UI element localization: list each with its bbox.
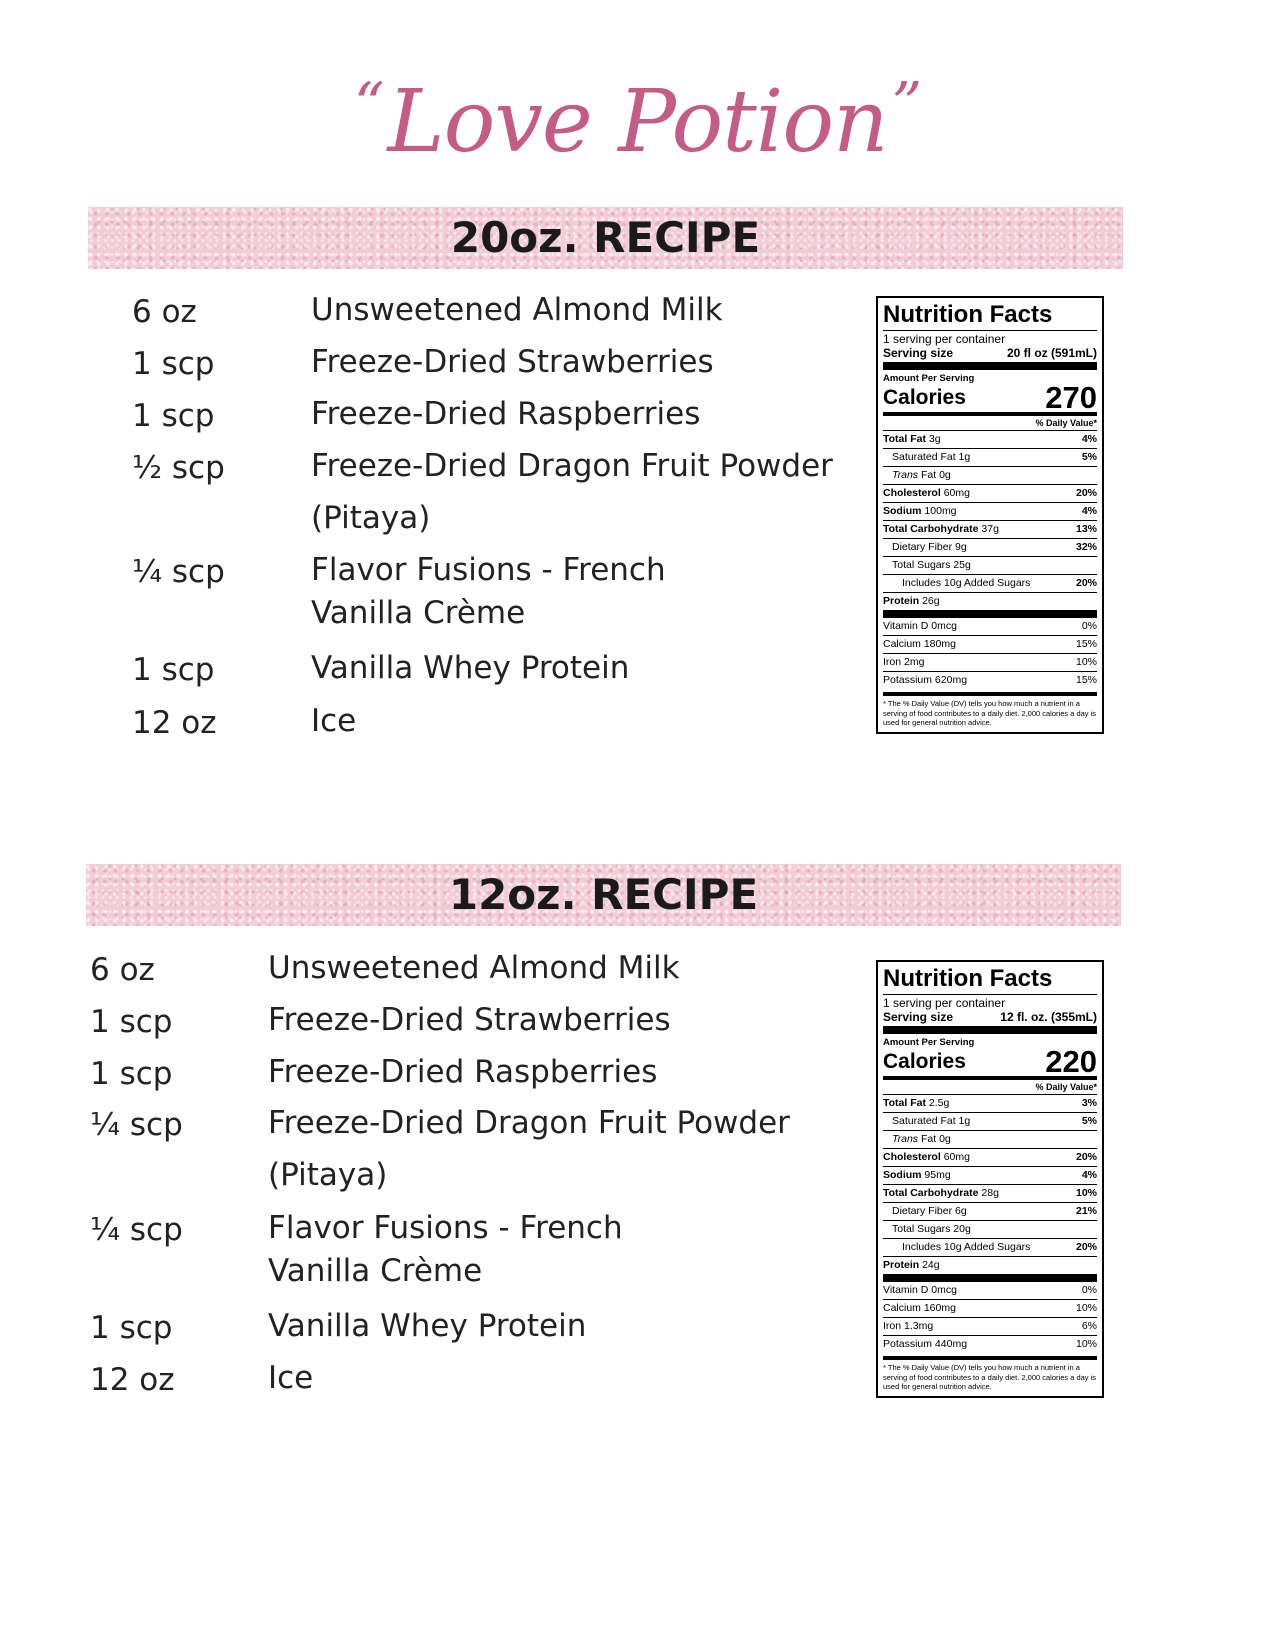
protein-label: Protein	[883, 1259, 920, 1271]
ingredient: Freeze-Dried Strawberries	[268, 1002, 671, 1038]
calcium: Calcium 180mg	[883, 638, 956, 650]
amount-per-serving: Amount Per Serving	[883, 1037, 975, 1048]
carbohydrate-label: Total Carbohydrate	[883, 523, 979, 535]
protein-value: 24g	[922, 1259, 940, 1271]
saturated-fat-row	[883, 449, 1097, 467]
dietary-fiber-dv: 32%	[1075, 541, 1097, 553]
iron-row	[883, 1318, 1097, 1336]
sodium-row	[883, 503, 1097, 521]
amount: ¼ scp	[90, 1107, 183, 1143]
total-fat-row	[883, 1095, 1097, 1113]
dietary-fiber: Dietary Fiber 6g	[892, 1205, 967, 1217]
total-fat-dv: 3%	[1081, 1097, 1097, 1109]
protein-row	[883, 593, 1097, 610]
carbohydrate-label: Total Carbohydrate	[883, 1187, 979, 1199]
calcium-row	[883, 636, 1097, 654]
serving-size	[883, 1010, 1097, 1024]
ingredient: Flavor Fusions - French	[311, 552, 666, 588]
total-fat-label: Total Fat	[883, 1097, 926, 1109]
calories-label: Calories	[883, 386, 966, 409]
ingredient: Freeze-Dried Raspberries	[268, 1054, 658, 1090]
sodium-value: 95mg	[924, 1169, 951, 1181]
amount: ¼ scp	[132, 554, 225, 590]
serving-size	[883, 346, 1097, 360]
potassium: Potassium 620mg	[883, 674, 968, 686]
ingredient: Vanilla Whey Protein	[311, 650, 630, 686]
saturated-fat-dv: 5%	[1081, 451, 1097, 463]
amount: 6 oz	[90, 952, 155, 988]
recipe-heading: 20oz. RECIPE	[450, 213, 761, 262]
iron: Iron 2mg	[883, 656, 925, 668]
added-sugars-dv: 20%	[1075, 577, 1097, 589]
cholesterol-label: Cholesterol	[883, 487, 941, 499]
calories	[883, 380, 1097, 415]
iron: Iron 1.3mg	[883, 1320, 934, 1332]
sodium-dv: 4%	[1081, 1169, 1097, 1181]
trans-fat-label: Trans	[892, 1133, 919, 1145]
calcium: Calcium 160mg	[883, 1302, 956, 1314]
carbohydrate-dv: 10%	[1075, 1187, 1097, 1199]
amount: 1 scp	[90, 1004, 173, 1040]
calcium-dv: 10%	[1075, 1302, 1097, 1314]
amount: 1 scp	[132, 398, 215, 434]
sodium-value: 100mg	[924, 505, 957, 517]
sodium-label: Sodium	[883, 1169, 922, 1181]
daily-value-header: % Daily Value*	[883, 416, 1097, 431]
ingredient: Freeze-Dried Dragon Fruit Powder	[311, 448, 833, 484]
total-fat-value: 2.5g	[928, 1097, 950, 1109]
recipe-heading: 12oz. RECIPE	[448, 870, 759, 919]
saturated-fat: Saturated Fat 1g	[892, 451, 971, 463]
vitamin-d-dv: 0%	[1081, 620, 1097, 632]
ingredient-line2: Vanilla Crème	[268, 1253, 483, 1289]
dietary-fiber: Dietary Fiber 9g	[892, 541, 967, 553]
amount: 1 scp	[90, 1056, 173, 1092]
amount: 1 scp	[132, 652, 215, 688]
ingredient-line2: (Pitaya)	[268, 1157, 388, 1193]
calories-label: Calories	[883, 1050, 966, 1073]
nutrition-title: Nutrition Facts	[883, 302, 1097, 331]
iron-dv: 6%	[1081, 1320, 1097, 1332]
page-title	[0, 70, 1275, 172]
carbohydrate-value: 37g	[981, 523, 999, 535]
recipe-banner-20oz	[88, 207, 1123, 269]
amount: 12 oz	[132, 705, 217, 741]
calories	[883, 1044, 1097, 1079]
calcium-row	[883, 1300, 1097, 1318]
sodium-row	[883, 1167, 1097, 1185]
amount: ¼ scp	[90, 1212, 183, 1248]
amount: ½ scp	[132, 450, 225, 486]
ingredient: Vanilla Whey Protein	[268, 1308, 587, 1344]
carbohydrate-row	[883, 1185, 1097, 1203]
potassium-row	[883, 672, 1097, 689]
trans-fat-value: Fat 0g	[920, 469, 951, 481]
added-sugars-row	[883, 1239, 1097, 1257]
saturated-fat-dv: 5%	[1081, 1115, 1097, 1127]
ingredient: Freeze-Dried Strawberries	[311, 344, 714, 380]
potassium: Potassium 440mg	[883, 1338, 968, 1350]
trans-fat-label: Trans	[892, 469, 919, 481]
total-fat-row	[883, 431, 1097, 449]
nutrition-title: Nutrition Facts	[883, 966, 1097, 995]
trans-fat-value: Fat 0g	[920, 1133, 951, 1145]
total-fat-dv: 4%	[1081, 433, 1097, 445]
calories-value: 220	[1045, 1044, 1097, 1079]
trans-fat-row	[883, 467, 1097, 485]
ingredient-line2: (Pitaya)	[311, 500, 431, 536]
iron-row	[883, 654, 1097, 672]
nutrition-footnote: * The % Daily Value (DV) tells you how much a nutrient in a serving of food contributes to a daily diet. 2,000 calories a day is used for general nutrition advice.	[883, 1356, 1097, 1392]
total-fat-label: Total Fat	[883, 433, 926, 445]
potassium-dv: 10%	[1075, 1338, 1097, 1350]
daily-value-header: % Daily Value*	[883, 1080, 1097, 1095]
dietary-fiber-dv: 21%	[1075, 1205, 1097, 1217]
amount: 12 oz	[90, 1362, 175, 1398]
ingredient: Unsweetened Almond Milk	[311, 292, 723, 328]
serving-size-label: Serving size	[883, 346, 954, 360]
cholesterol-dv: 20%	[1075, 487, 1097, 499]
recipe-banner-12oz	[86, 864, 1121, 926]
fiber-row	[883, 1203, 1097, 1221]
cholesterol-row	[883, 485, 1097, 503]
serving-size-value: 12 fl. oz. (355mL)	[1000, 1010, 1097, 1024]
vitamin-d-row	[883, 1282, 1097, 1300]
calcium-dv: 15%	[1075, 638, 1097, 650]
trans-fat-row	[883, 1131, 1097, 1149]
ingredient: Freeze-Dried Raspberries	[311, 396, 701, 432]
cholesterol-row	[883, 1149, 1097, 1167]
vitamin-d-dv: 0%	[1081, 1284, 1097, 1296]
cholesterol-value: 60mg	[943, 487, 970, 499]
total-sugars: Total Sugars 20g	[892, 1223, 971, 1235]
vitamin-d: Vitamin D 0mcg	[883, 1284, 957, 1296]
cholesterol-value: 60mg	[943, 1151, 970, 1163]
total-fat-value: 3g	[928, 433, 941, 445]
sodium-label: Sodium	[883, 505, 922, 517]
ingredient: Unsweetened Almond Milk	[268, 950, 680, 986]
ingredient: Flavor Fusions - French	[268, 1210, 623, 1246]
carbohydrate-row	[883, 521, 1097, 539]
sugars-row	[883, 1221, 1097, 1239]
close-quote: ”	[891, 70, 922, 140]
serving-size-label: Serving size	[883, 1010, 954, 1024]
protein-row	[883, 1257, 1097, 1274]
amount: 6 oz	[132, 294, 197, 330]
potassium-row	[883, 1336, 1097, 1353]
sodium-dv: 4%	[1081, 505, 1097, 517]
protein-value: 26g	[922, 595, 940, 607]
servings-per-container: 1 serving per container	[883, 332, 1006, 346]
carbohydrate-value: 28g	[981, 1187, 999, 1199]
total-sugars: Total Sugars 25g	[892, 559, 971, 571]
serving-size-value: 20 fl oz (591mL)	[1006, 346, 1097, 360]
protein-label: Protein	[883, 595, 920, 607]
cholesterol-dv: 20%	[1075, 1151, 1097, 1163]
calories-value: 270	[1045, 380, 1097, 415]
iron-dv: 10%	[1075, 656, 1097, 668]
ingredient-line2: Vanilla Crème	[311, 595, 526, 631]
saturated-fat: Saturated Fat 1g	[892, 1115, 971, 1127]
ingredient: Ice	[311, 703, 357, 739]
vitamin-d-row	[883, 618, 1097, 636]
vitamin-d: Vitamin D 0mcg	[883, 620, 957, 632]
amount-per-serving: Amount Per Serving	[883, 373, 975, 384]
saturated-fat-row	[883, 1113, 1097, 1131]
open-quote: “	[353, 70, 384, 140]
ingredient: Freeze-Dried Dragon Fruit Powder	[268, 1105, 790, 1141]
title-text: Love Potion	[387, 72, 888, 172]
amount: 1 scp	[90, 1310, 173, 1346]
nutrition-footnote: * The % Daily Value (DV) tells you how much a nutrient in a serving of food contributes to a daily diet. 2,000 calories a day is used for general nutrition advice.	[883, 692, 1097, 728]
potassium-dv: 15%	[1075, 674, 1097, 686]
sugars-row	[883, 557, 1097, 575]
added-sugars: Includes 10g Added Sugars	[902, 1241, 1031, 1253]
added-sugars-row	[883, 575, 1097, 593]
servings-per-container: 1 serving per container	[883, 996, 1006, 1010]
added-sugars: Includes 10g Added Sugars	[902, 577, 1031, 589]
added-sugars-dv: 20%	[1075, 1241, 1097, 1253]
cholesterol-label: Cholesterol	[883, 1151, 941, 1163]
fiber-row	[883, 539, 1097, 557]
amount: 1 scp	[132, 346, 215, 382]
nutrition-facts-20oz	[876, 296, 1104, 734]
carbohydrate-dv: 13%	[1075, 523, 1097, 535]
nutrition-facts-12oz	[876, 960, 1104, 1398]
ingredient: Ice	[268, 1360, 314, 1396]
